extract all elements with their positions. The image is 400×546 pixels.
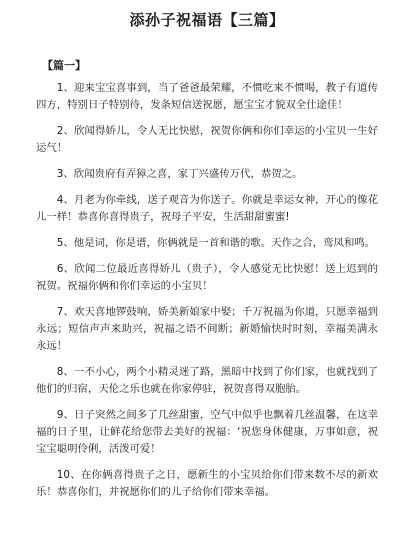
paragraph-9: 9、日子突然之间多了几丝甜蜜，空气中似乎也飘着几丝温馨，在这幸福的日子里，让鲜花给您带去美好的祝福：‘祝您身体健康，万事如意，祝宝宝聪明伶俐，活泼可爱！: [36, 409, 378, 455]
paragraph-5: 5、他是词，你是谱，你俩就是一首和谐的歌。天作之合，鸾凤和鸣。: [56, 237, 376, 250]
paragraph-2: 2、欣闻得娇儿，令人无比快慰，祝贺你俩和你们幸运的小宝贝一生好运气！: [36, 124, 378, 154]
paragraph-8: 8、一不小心，两个小精灵迷了路，黑暗中找到了你们家，也就找到了他们的归宿，天伦之乐也就在你家停驻，祝贺喜得双胞胎。: [36, 366, 378, 395]
paragraph-3: 3、欣闻贵府有弄獐之喜，家丁兴盛传万代，恭贺之。: [56, 167, 303, 180]
paragraph-6: 6、欣闻二位最近喜得娇儿（贵子），令人感觉无比快慰！送上迟到的祝贺。祝福你俩和你们幸运的小宝贝！: [36, 263, 378, 293]
paragraph-1: 1、迎来宝宝喜事到，当了爸爸最荣耀，不惯吃来不惯喝，教子有道传四方，特别日子特别待，发条短信送祝愿，愿宝宝才貌双全仕途佳！: [36, 82, 378, 111]
paragraph-4: 4、月老为你牵线，送子观音为你送子。你就是幸运女神，开心的像花儿一样！恭喜你喜得贵子，祝母子平安，生活甜甜蜜蜜!: [36, 194, 378, 223]
paragraph-10: 10、在你俩喜得贵子之日，愿新生的小宝贝给你们带来数不尽的新欢乐！恭喜你们，并祝愿你们的儿子给你们带来幸福。: [36, 468, 378, 498]
paragraph-7: 7、欢天喜地锣鼓响，娇美新娘家中娶；千万祝福为你道，只愿幸福到永远；短信声声来助兴，祝福之语不间断；新婚愉快时时刻，幸福美满永永远！: [36, 306, 378, 352]
document-title: 添孙子祝福语【三篇】: [129, 11, 285, 29]
section-label: 【篇一】: [42, 59, 86, 72]
